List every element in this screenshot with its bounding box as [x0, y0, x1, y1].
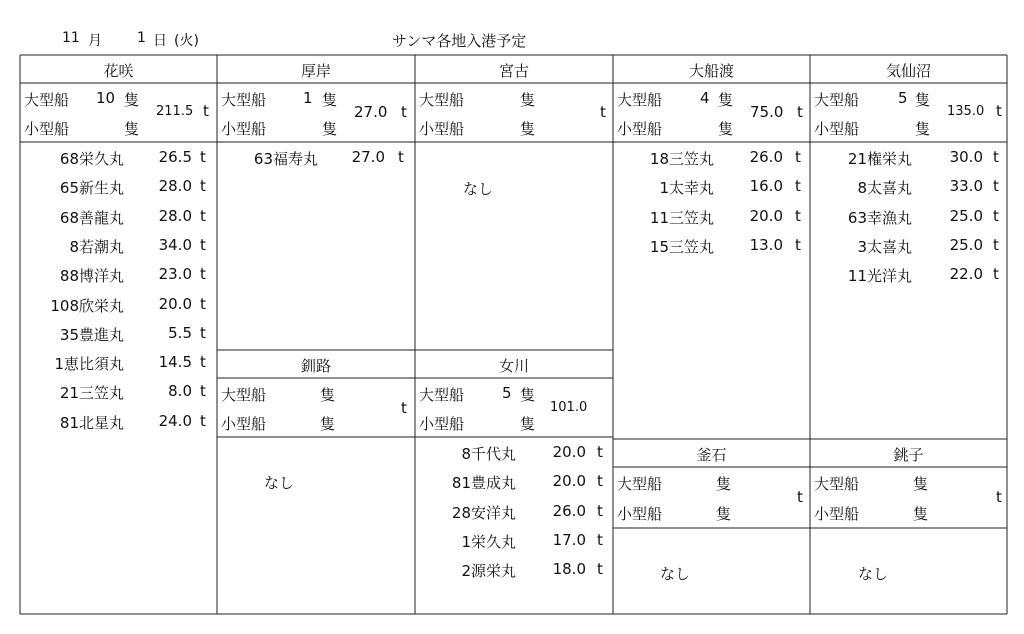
ton-unit: t — [996, 102, 1002, 120]
total-tonnage: 211.5 — [156, 104, 194, 119]
large-ship-count: 1 — [303, 89, 313, 107]
ship-name: 35豊進丸 — [59, 326, 124, 344]
small-ship-label: 小型船 — [24, 120, 70, 138]
date-month: 11 — [62, 30, 80, 46]
boat-unit: 隻 — [520, 120, 536, 138]
ton-unit: t — [795, 148, 801, 166]
ship-name: 1太幸丸 — [659, 179, 714, 197]
ton-unit: t — [600, 103, 606, 121]
port-title-ofunato: 大船渡 — [688, 62, 734, 80]
ship-name: 68善龍丸 — [59, 209, 124, 227]
ton-unit: t — [993, 148, 999, 166]
port-title-kushiro: 釧路 — [300, 357, 331, 375]
ship-name: 65新生丸 — [59, 179, 124, 197]
ship-name: 3太喜丸 — [857, 238, 912, 256]
boat-unit: 隻 — [716, 505, 732, 523]
port-title-choshi: 銚子 — [893, 446, 924, 464]
boat-unit: 隻 — [915, 120, 931, 138]
ton-unit: t — [401, 103, 407, 121]
ship-name: 68栄久丸 — [59, 150, 124, 168]
ton-unit: t — [200, 207, 206, 225]
ship-tonnage: 5.5 — [168, 324, 192, 342]
ton-unit: t — [795, 207, 801, 225]
ton-unit: t — [200, 382, 206, 400]
large-ship-label: 大型船 — [617, 475, 663, 493]
large-ship-count: 10 — [96, 89, 116, 107]
ship-tonnage: 23.0 — [158, 265, 192, 283]
ton-unit: t — [200, 177, 206, 195]
date-day: 1 — [137, 30, 146, 46]
boat-unit: 隻 — [913, 475, 929, 493]
ton-unit: t — [200, 324, 206, 342]
boat-unit: 隻 — [520, 386, 536, 404]
ton-unit: t — [797, 103, 803, 121]
ship-tonnage: 18.0 — [552, 560, 586, 578]
ship-tonnage: 16.0 — [749, 177, 783, 195]
ship-name: 108欣栄丸 — [50, 297, 124, 315]
no-arrivals-kamaishi: なし — [660, 565, 691, 583]
ship-name: 11光洋丸 — [847, 267, 912, 285]
ton-unit: t — [200, 265, 206, 283]
boat-unit: 隻 — [718, 91, 734, 109]
port-title-hanasaki: 花咲 — [103, 62, 134, 80]
ship-name: 81豊成丸 — [451, 474, 516, 492]
port-title-akkeshi: 厚岸 — [300, 62, 331, 80]
boat-unit: 隻 — [124, 91, 140, 109]
port-title-onagawa: 女川 — [498, 357, 529, 375]
ton-unit: t — [996, 488, 1002, 506]
ship-tonnage: 20.0 — [552, 472, 586, 490]
ton-unit: t — [200, 353, 206, 371]
boat-unit: 隻 — [320, 415, 336, 433]
ship-name: 18三笠丸 — [649, 150, 714, 168]
large-ship-label: 大型船 — [814, 475, 860, 493]
no-arrivals-kushiro: なし — [264, 474, 295, 492]
ton-unit: t — [200, 148, 206, 166]
ship-name: 81北星丸 — [59, 414, 124, 432]
boat-unit: 隻 — [716, 475, 732, 493]
ton-unit: t — [993, 177, 999, 195]
ship-tonnage: 20.0 — [552, 443, 586, 461]
large-ship-label: 大型船 — [419, 386, 465, 404]
ship-tonnage: 27.0 — [351, 148, 385, 166]
total-tonnage: 135.0 — [947, 104, 985, 119]
ship-tonnage: 20.0 — [158, 295, 192, 313]
large-ship-count: 5 — [898, 89, 908, 107]
large-ship-label: 大型船 — [617, 91, 663, 109]
ton-unit: t — [200, 295, 206, 313]
total-tonnage: 75.0 — [750, 103, 784, 121]
ton-unit: t — [597, 502, 603, 520]
ton-unit: t — [795, 177, 801, 195]
ship-name: 28安洋丸 — [451, 504, 516, 522]
ship-name: 11三笠丸 — [649, 209, 714, 227]
small-ship-label: 小型船 — [419, 415, 465, 433]
large-ship-label: 大型船 — [814, 91, 860, 109]
small-ship-label: 小型船 — [221, 120, 267, 138]
boat-unit: 隻 — [913, 505, 929, 523]
ship-tonnage: 25.0 — [949, 207, 983, 225]
small-ship-label: 小型船 — [221, 415, 267, 433]
ship-tonnage: 17.0 — [552, 531, 586, 549]
ship-tonnage: 20.0 — [749, 207, 783, 225]
ship-name: 1栄久丸 — [461, 533, 516, 551]
small-ship-label: 小型船 — [617, 505, 663, 523]
ton-unit: t — [795, 236, 801, 254]
large-ship-label: 大型船 — [221, 91, 267, 109]
boat-unit: 隻 — [322, 120, 338, 138]
ton-unit: t — [597, 560, 603, 578]
boat-unit: 隻 — [915, 91, 931, 109]
date-month-label: 月 — [88, 33, 102, 49]
small-ship-label: 小型船 — [617, 120, 663, 138]
ship-name: 8太喜丸 — [857, 179, 912, 197]
ship-tonnage: 34.0 — [158, 236, 192, 254]
boat-unit: 隻 — [718, 120, 734, 138]
total-tonnage: 27.0 — [354, 103, 388, 121]
ship-tonnage: 25.0 — [949, 236, 983, 254]
large-ship-label: 大型船 — [419, 91, 465, 109]
ship-name: 2源栄丸 — [461, 562, 516, 580]
total-tonnage: 101.0 — [550, 400, 588, 415]
ton-unit: t — [200, 236, 206, 254]
ship-tonnage: 13.0 — [749, 236, 783, 254]
ship-tonnage: 28.0 — [158, 177, 192, 195]
ton-unit: t — [597, 472, 603, 490]
date-weekday: (火) — [174, 33, 199, 49]
large-ship-count: 5 — [502, 384, 512, 402]
ship-tonnage: 28.0 — [158, 207, 192, 225]
ship-name: 63福寿丸 — [253, 150, 318, 168]
ship-tonnage: 26.5 — [158, 148, 192, 166]
small-ship-label: 小型船 — [814, 505, 860, 523]
ship-name: 88博洋丸 — [59, 267, 124, 285]
small-ship-label: 小型船 — [814, 120, 860, 138]
no-arrivals-miyako: なし — [463, 180, 494, 198]
ship-name: 1恵比須丸 — [54, 355, 124, 373]
ton-unit: t — [597, 531, 603, 549]
boat-unit: 隻 — [520, 415, 536, 433]
ton-unit: t — [993, 265, 999, 283]
boat-unit: 隻 — [124, 120, 140, 138]
ship-tonnage: 22.0 — [949, 265, 983, 283]
boat-unit: 隻 — [322, 91, 338, 109]
port-title-kamaishi: 釜石 — [696, 446, 727, 464]
boat-unit: 隻 — [520, 91, 536, 109]
ship-name: 21権栄丸 — [847, 150, 912, 168]
ship-tonnage: 14.5 — [158, 353, 192, 371]
ton-unit: t — [401, 399, 407, 417]
ship-name: 63幸漁丸 — [847, 209, 912, 227]
ton-unit: t — [597, 443, 603, 461]
date-day-label: 日 — [153, 33, 167, 49]
port-title-kesennuma: 気仙沼 — [885, 62, 931, 80]
document-title: サンマ各地入港予定 — [392, 32, 527, 50]
no-arrivals-choshi: なし — [858, 565, 889, 583]
ton-unit: t — [203, 102, 209, 120]
ship-tonnage: 26.0 — [552, 502, 586, 520]
ton-unit: t — [993, 207, 999, 225]
large-ship-label: 大型船 — [221, 386, 267, 404]
ship-name: 21三笠丸 — [59, 384, 124, 402]
ton-unit: t — [797, 488, 803, 506]
small-ship-label: 小型船 — [419, 120, 465, 138]
ton-unit: t — [993, 236, 999, 254]
large-ship-label: 大型船 — [24, 91, 70, 109]
ton-unit: t — [398, 148, 404, 166]
port-title-miyako: 宮古 — [498, 62, 529, 80]
ship-tonnage: 33.0 — [949, 177, 983, 195]
ship-tonnage: 26.0 — [749, 148, 783, 166]
ship-name: 15三笠丸 — [649, 238, 714, 256]
ship-tonnage: 8.0 — [168, 382, 192, 400]
ton-unit: t — [200, 412, 206, 430]
ship-tonnage: 30.0 — [949, 148, 983, 166]
ship-name: 8若潮丸 — [69, 238, 124, 256]
ship-tonnage: 24.0 — [158, 412, 192, 430]
boat-unit: 隻 — [320, 386, 336, 404]
ship-name: 8千代丸 — [461, 445, 516, 463]
large-ship-count: 4 — [700, 89, 710, 107]
